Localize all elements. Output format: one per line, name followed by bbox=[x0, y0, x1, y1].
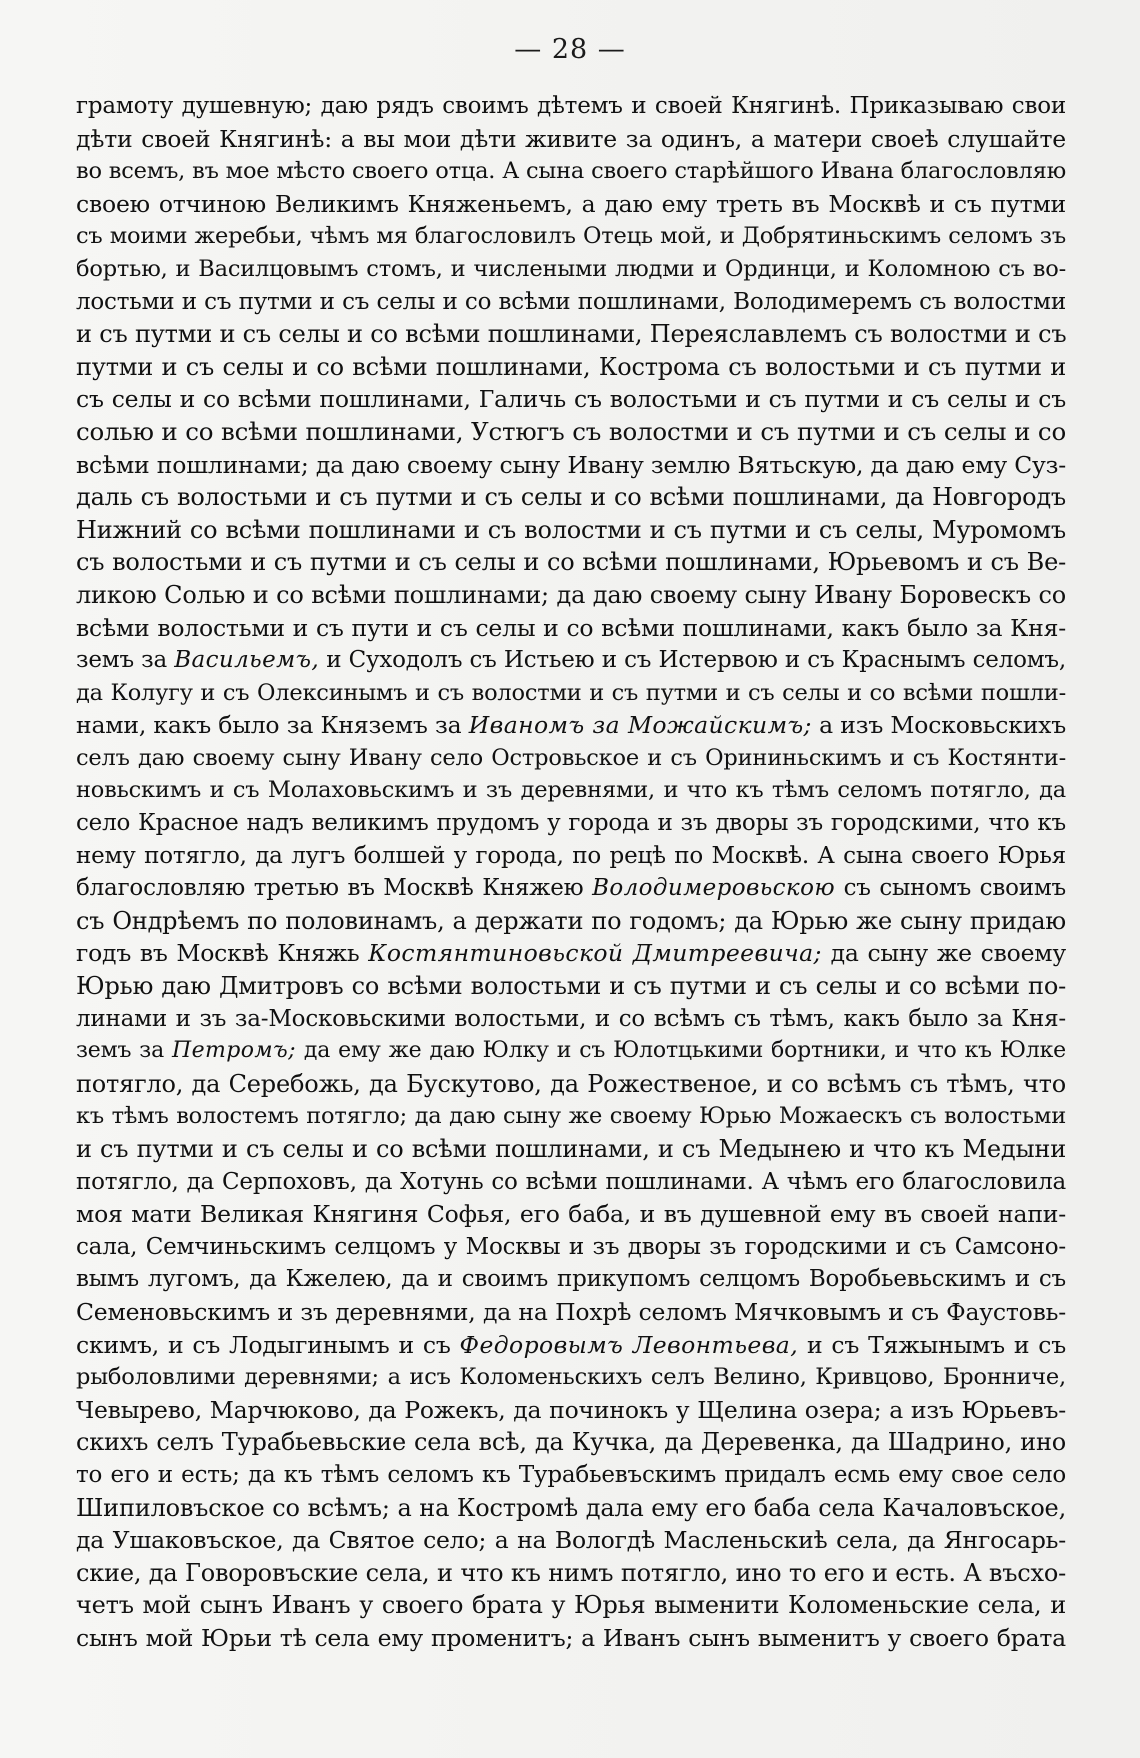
text-segment: всѣми волостьми и съ пути и съ селы и со всѣми пошлинами, какъ было за Кня- bbox=[76, 613, 1066, 642]
text-line bbox=[76, 579, 1066, 612]
text-segment: да Колугу и съ Олексинымъ и съ волостми и съ путми и съ селы и со всѣми пошли- bbox=[76, 679, 1066, 706]
text-line bbox=[76, 318, 1066, 351]
text-body bbox=[76, 90, 1066, 1730]
text-line bbox=[76, 220, 1066, 253]
text-line bbox=[76, 840, 1066, 873]
text-line bbox=[76, 1263, 1066, 1296]
text-line bbox=[76, 1035, 1066, 1068]
text-line bbox=[76, 1068, 1066, 1101]
text-segment: сала, Семчиньскимъ селцомъ у Москвы и зъ дворы зъ городскими и съ Самсоно- bbox=[76, 1233, 1066, 1260]
text-segment: четъ мой сынъ Иванъ у своего брата у Юрья выменити Коломеньские села, и bbox=[76, 1591, 1066, 1620]
text-segment: да ему же даю Юлку и съ Юлотцькими бортники, и что къ Юлке bbox=[295, 1038, 1066, 1064]
text-line bbox=[76, 774, 1066, 807]
text-line bbox=[76, 416, 1066, 449]
text-line bbox=[76, 481, 1066, 514]
text-segment: новьскимъ и съ Молаховьскимъ и зъ деревнями, и что къ тѣмъ селомъ потягло, да bbox=[76, 777, 1066, 804]
text-segment: и съ путми и съ селы и со всѣми пошлинами, и съ Медынею и что къ Медыни bbox=[76, 1135, 1066, 1163]
text-segment: ликою Солью и со всѣми пошлинами; да даю своему сыну Ивану Боровескъ со bbox=[76, 580, 1066, 609]
italic-name: Васильемъ, bbox=[174, 647, 320, 674]
text-line bbox=[76, 872, 1066, 905]
text-segment: съ селы и со всѣми пошлинами, Галичь съ волостьми и съ путми и съ селы и съ bbox=[76, 385, 1066, 414]
text-line bbox=[76, 514, 1066, 547]
text-segment: нему потягло, да лугъ болшей у города, по рецѣ по Москвѣ. А сына своего Юрья bbox=[76, 842, 1066, 869]
text-line bbox=[76, 1231, 1066, 1264]
text-line bbox=[76, 1198, 1066, 1231]
text-line bbox=[76, 1003, 1066, 1036]
text-line bbox=[76, 1100, 1066, 1133]
text-line bbox=[76, 905, 1066, 938]
text-line bbox=[76, 351, 1066, 384]
text-line bbox=[76, 677, 1066, 710]
text-segment: и съ Тяжынымъ и съ bbox=[798, 1330, 1066, 1359]
text-line bbox=[76, 1492, 1066, 1525]
text-segment: грамоту душевную; даю рядъ своимъ дѣтемъ и своей Княгинѣ. Приказываю свои bbox=[76, 93, 1066, 119]
text-segment: а изъ Московьскихъ bbox=[811, 711, 1066, 740]
text-segment: Чевырево, Марчюково, да Рожекъ, да починокъ у Щелина озера; а изъ Юрьевъ- bbox=[76, 1395, 1066, 1424]
text-segment: линами и зъ за-Московьскими волостьми, и со всѣмъ съ тѣмъ, какъ было за Кня- bbox=[76, 1005, 1066, 1032]
text-line bbox=[76, 155, 1066, 188]
text-line bbox=[76, 1426, 1066, 1459]
text-segment: земъ за bbox=[76, 647, 175, 674]
text-segment: да Ушаковъское, да Святое село; а на Вологдѣ Масленьскиѣ села, да Янгосарь- bbox=[76, 1526, 1066, 1555]
text-line bbox=[76, 970, 1066, 1003]
text-segment: сынъ мой Юрьи тѣ села ему променитъ; а Иванъ сынъ выменитъ у своего брата bbox=[76, 1623, 1066, 1652]
text-line bbox=[76, 253, 1066, 286]
text-segment: бортью, и Василцовымъ стомъ, и числеными людми и Ординци, и Коломною съ во- bbox=[76, 255, 1066, 282]
text-segment: путми и съ селы и со всѣми пошлинами, Кострома съ волостьми и съ путми и bbox=[76, 352, 1066, 381]
italic-name: Костянтиновьской Дмитреевича; bbox=[368, 939, 822, 968]
text-segment: Семеновьскимъ и зъ деревнями, да на Похрѣ селомъ Мячковымъ и съ Фаустовь- bbox=[76, 1297, 1066, 1326]
text-line bbox=[76, 644, 1066, 677]
text-segment: нами, какъ было за Княземъ за bbox=[76, 711, 469, 740]
italic-name: Володимеровьскою bbox=[592, 875, 835, 902]
text-segment: и Суходолъ съ Истьею и съ Истервою и съ Краснымъ селомъ, bbox=[319, 647, 1066, 674]
text-segment: съ волостьми и съ путми и съ селы и со всѣми пошлинами, Юрьевомъ и съ Ве- bbox=[76, 548, 1066, 577]
text-segment: потягло, да Серебожь, да Бускутово, да Рожественое, и со всѣмъ съ тѣмъ, что bbox=[76, 1069, 1066, 1098]
text-line bbox=[76, 1361, 1066, 1394]
text-segment: дѣти своей Княгинѣ: а вы мои дѣти живите за одинъ, а матери своеѣ слушайте bbox=[76, 124, 1066, 153]
text-segment: даль съ волостьми и съ путми и съ селы и со всѣми пошлинами, да Новгородъ bbox=[76, 483, 1066, 512]
text-line bbox=[76, 286, 1066, 319]
text-segment: Юрью даю Дмитровъ со всѣми волостьми и съ путми и съ селы и со всѣми по- bbox=[76, 972, 1066, 1001]
text-segment: годъ въ Москвѣ Княжь bbox=[76, 939, 369, 968]
text-segment: потягло, да Серпоховъ, да Хотунь со всѣми пошлинами. А чѣмъ его благословила bbox=[76, 1168, 1066, 1195]
text-line bbox=[76, 1589, 1066, 1622]
text-line bbox=[76, 449, 1066, 482]
text-line bbox=[76, 1622, 1066, 1655]
text-segment: да сыну же своему bbox=[821, 939, 1066, 968]
text-segment: Шипиловъское со всѣмъ; а на Костромѣ дала ему его баба села Качаловъское, bbox=[76, 1493, 1066, 1522]
italic-name: Петромъ; bbox=[172, 1038, 296, 1064]
text-segment: селъ даю своему сыну Ивану село Островьское и съ Орининьскимъ и съ Костянти- bbox=[76, 744, 1066, 771]
text-line bbox=[76, 123, 1066, 156]
text-segment: во всемъ, въ мое мѣсто своего отца. А сына своего старѣйшого Ивана благословляю bbox=[76, 158, 1066, 185]
text-line bbox=[76, 383, 1066, 416]
text-line bbox=[76, 1296, 1066, 1329]
text-segment: съ моими жеребьи, чѣмъ мя благословилъ Отець мой, и Добрятиньскимъ селомъ зъ bbox=[76, 223, 1066, 250]
text-segment: земъ за bbox=[76, 1038, 173, 1064]
text-line bbox=[76, 937, 1066, 970]
text-line bbox=[76, 1329, 1066, 1362]
text-line bbox=[76, 1166, 1066, 1199]
text-segment: съ сыномъ своимъ bbox=[834, 875, 1066, 902]
text-line bbox=[76, 742, 1066, 775]
text-line bbox=[76, 1459, 1066, 1492]
text-segment: скимъ, и съ Лодыгинымъ и съ bbox=[76, 1330, 460, 1359]
text-segment: и съ путми и съ селы и со всѣми пошлинами, Переяславлемъ съ волостми и съ bbox=[76, 320, 1066, 349]
text-line bbox=[76, 1524, 1066, 1557]
text-segment: лостьми и съ путми и съ селы и со всѣми пошлинами, Володимеремъ съ волостми bbox=[76, 288, 1066, 315]
text-line bbox=[76, 546, 1066, 579]
italic-name: Иваномъ за Можайскимъ; bbox=[468, 711, 812, 740]
text-line bbox=[76, 1394, 1066, 1427]
text-segment: ские, да Говоровъские села, и что къ нимъ потягло, ино то его и есть. А въсхо- bbox=[76, 1558, 1066, 1587]
text-line bbox=[76, 807, 1066, 840]
text-segment: рыболовлими деревнями; а исъ Коломеньскихъ селъ Велино, Кривцово, Бронниче, bbox=[76, 1364, 1066, 1391]
text-line bbox=[76, 612, 1066, 645]
text-segment: съ Ондрѣемъ по половинамъ, а держати по годомъ; да Юрью же сыну придаю bbox=[76, 906, 1066, 935]
text-segment: своею отчиною Великимъ Княженьемъ, а даю ему треть въ Москвѣ и съ путми bbox=[76, 189, 1066, 218]
text-segment: то его и есть; да къ тѣмъ селомъ къ Турабьевъскимъ придалъ есмь ему свое село bbox=[76, 1461, 1066, 1488]
text-segment: моя мати Великая Княгиня Софья, его баба, и въ душевной ему въ своей напи- bbox=[76, 1200, 1066, 1229]
text-segment: всѣми пошлинами; да даю своему сыну Ивану землю Вятьскую, да даю ему Суз- bbox=[76, 450, 1066, 479]
text-segment: къ тѣмъ волостемъ потягло; да даю сыну же своему Юрью Можаескъ съ волостьми bbox=[76, 1103, 1066, 1130]
text-line bbox=[76, 1557, 1066, 1590]
text-line bbox=[76, 90, 1066, 123]
text-segment: вымъ лугомъ, да Кжелею, да и своимъ прикупомъ селцомъ Воробьевьскимъ и съ bbox=[76, 1266, 1066, 1293]
page-number: — 28 — bbox=[514, 34, 626, 65]
text-segment: Нижний со всѣми пошлинами и съ волостми и съ путми и съ селы, Муромомъ bbox=[76, 515, 1066, 544]
text-line bbox=[76, 188, 1066, 221]
text-line bbox=[76, 709, 1066, 742]
text-segment: скихъ селъ Турабьевьские села всѣ, да Кучка, да Деревенка, да Шадрино, ино bbox=[76, 1428, 1066, 1457]
text-segment: село Красное надъ великимъ прудомъ у города и зъ дворы зъ городскими, что къ bbox=[76, 810, 1066, 837]
text-line bbox=[76, 1133, 1066, 1166]
text-segment: солью и со всѣми пошлинами, Устюгъ съ волостми и съ путми и съ селы и со bbox=[76, 416, 1066, 446]
text-segment: благословляю третью въ Москвѣ Княжею bbox=[76, 875, 593, 902]
italic-name: Федоровымъ Левонтьева, bbox=[459, 1330, 799, 1359]
